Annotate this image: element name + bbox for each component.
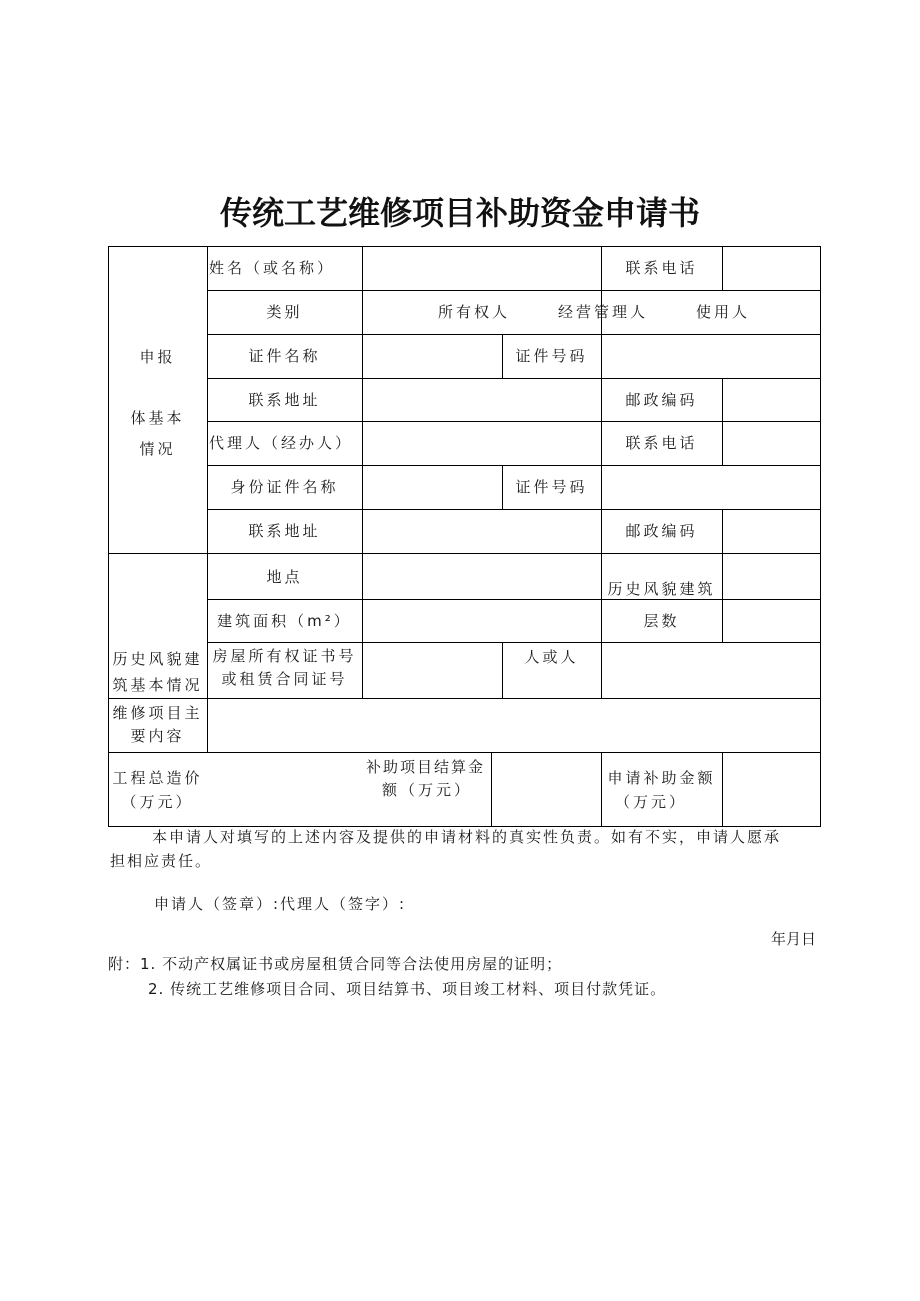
cert-no-label: 证件号码: [515, 347, 588, 365]
row-divider: [207, 509, 821, 510]
row-divider: [207, 290, 821, 291]
row-divider: [207, 378, 821, 379]
repair-content-label: 维修项目主: [112, 704, 203, 722]
deed-label: 房屋所有权证书号: [212, 647, 357, 665]
col-divider: [722, 509, 723, 643]
floors-label: 层数: [643, 612, 680, 630]
applicant-section-label: 情况: [139, 440, 176, 458]
row-divider: [207, 642, 821, 643]
category-option-user[interactable]: 使用人: [696, 303, 751, 321]
section-divider: [108, 698, 821, 699]
name-label: 姓名（或名称）: [209, 259, 336, 277]
date-line: 年月日: [771, 930, 817, 948]
settlement-label: 额（万元）: [382, 781, 473, 799]
id-cert-name-label: 身份证件名称: [230, 478, 339, 496]
row-divider: [207, 599, 821, 600]
applicant-section-label: 体基本: [130, 409, 185, 427]
agent-address-label: 联系地址: [248, 522, 321, 540]
location-label: 地点: [266, 568, 303, 586]
table-border-top: [108, 246, 821, 247]
signature-line: 申请人（签章）:代理人（签字）:: [154, 895, 407, 913]
col-divider: [601, 334, 602, 379]
total-cost-label: （万元）: [121, 793, 194, 811]
area-label: 建筑面积（m²）: [217, 612, 352, 630]
page-title: 传统工艺维修项目补助资金申请书: [219, 194, 700, 232]
category-option-owner[interactable]: 所有权人: [438, 303, 511, 321]
settlement-label: 补助项目结算金: [366, 758, 486, 776]
phone-label: 联系电话: [625, 259, 698, 277]
col-divider: [491, 752, 492, 827]
repair-content-label: 要内容: [130, 727, 185, 745]
category-label: 类别: [266, 303, 303, 321]
attachment-note: 附：1. 不动产权属证书或房屋租赁合同等合法使用房屋的证明；: [108, 955, 563, 973]
apply-amount-label: （万元）: [614, 793, 687, 811]
heritage-label: 历史风貌建筑: [607, 580, 716, 598]
row-divider: [207, 421, 821, 422]
declaration-text: 本申请人对填写的上述内容及提供的申请材料的真实性负责。如有不实，申请人愿承: [152, 828, 782, 846]
row-divider: [207, 334, 821, 335]
col-divider: [601, 752, 602, 827]
agent-phone-label: 联系电话: [625, 434, 698, 452]
postcode-label: 邮政编码: [625, 391, 698, 409]
applicant-section-label: 申报: [139, 348, 176, 366]
col-divider: [362, 246, 363, 699]
address-label: 联系地址: [248, 391, 321, 409]
section-divider: [108, 553, 821, 554]
col-divider: [722, 378, 723, 466]
col-divider: [601, 465, 602, 510]
agent-label: 代理人（经办人）: [209, 434, 354, 452]
attachment-note: 2. 传统工艺维修项目合同、项目结算书、项目竣工材料、项目付款凭证。: [148, 980, 667, 998]
total-cost-label: 工程总造价: [112, 769, 203, 787]
section-divider: [108, 752, 821, 753]
id-cert-no-label: 证件号码: [515, 478, 588, 496]
col-divider: [722, 752, 723, 827]
declaration-text: 担相应责任。: [110, 852, 213, 870]
row-divider: [207, 465, 821, 466]
building-section-label: 筑基本情况: [112, 676, 203, 694]
category-option-manager[interactable]: 经营管理人: [558, 303, 649, 321]
agent-postcode-label: 邮政编码: [625, 522, 698, 540]
cert-name-label: 证件名称: [248, 347, 321, 365]
col-divider: [722, 246, 723, 291]
deed-label: 或租赁合同证号: [221, 670, 348, 688]
owner-label: 人或人: [524, 648, 579, 666]
building-section-label: 历史风貌建: [112, 650, 203, 668]
apply-amount-label: 申请补助金额: [607, 769, 716, 787]
